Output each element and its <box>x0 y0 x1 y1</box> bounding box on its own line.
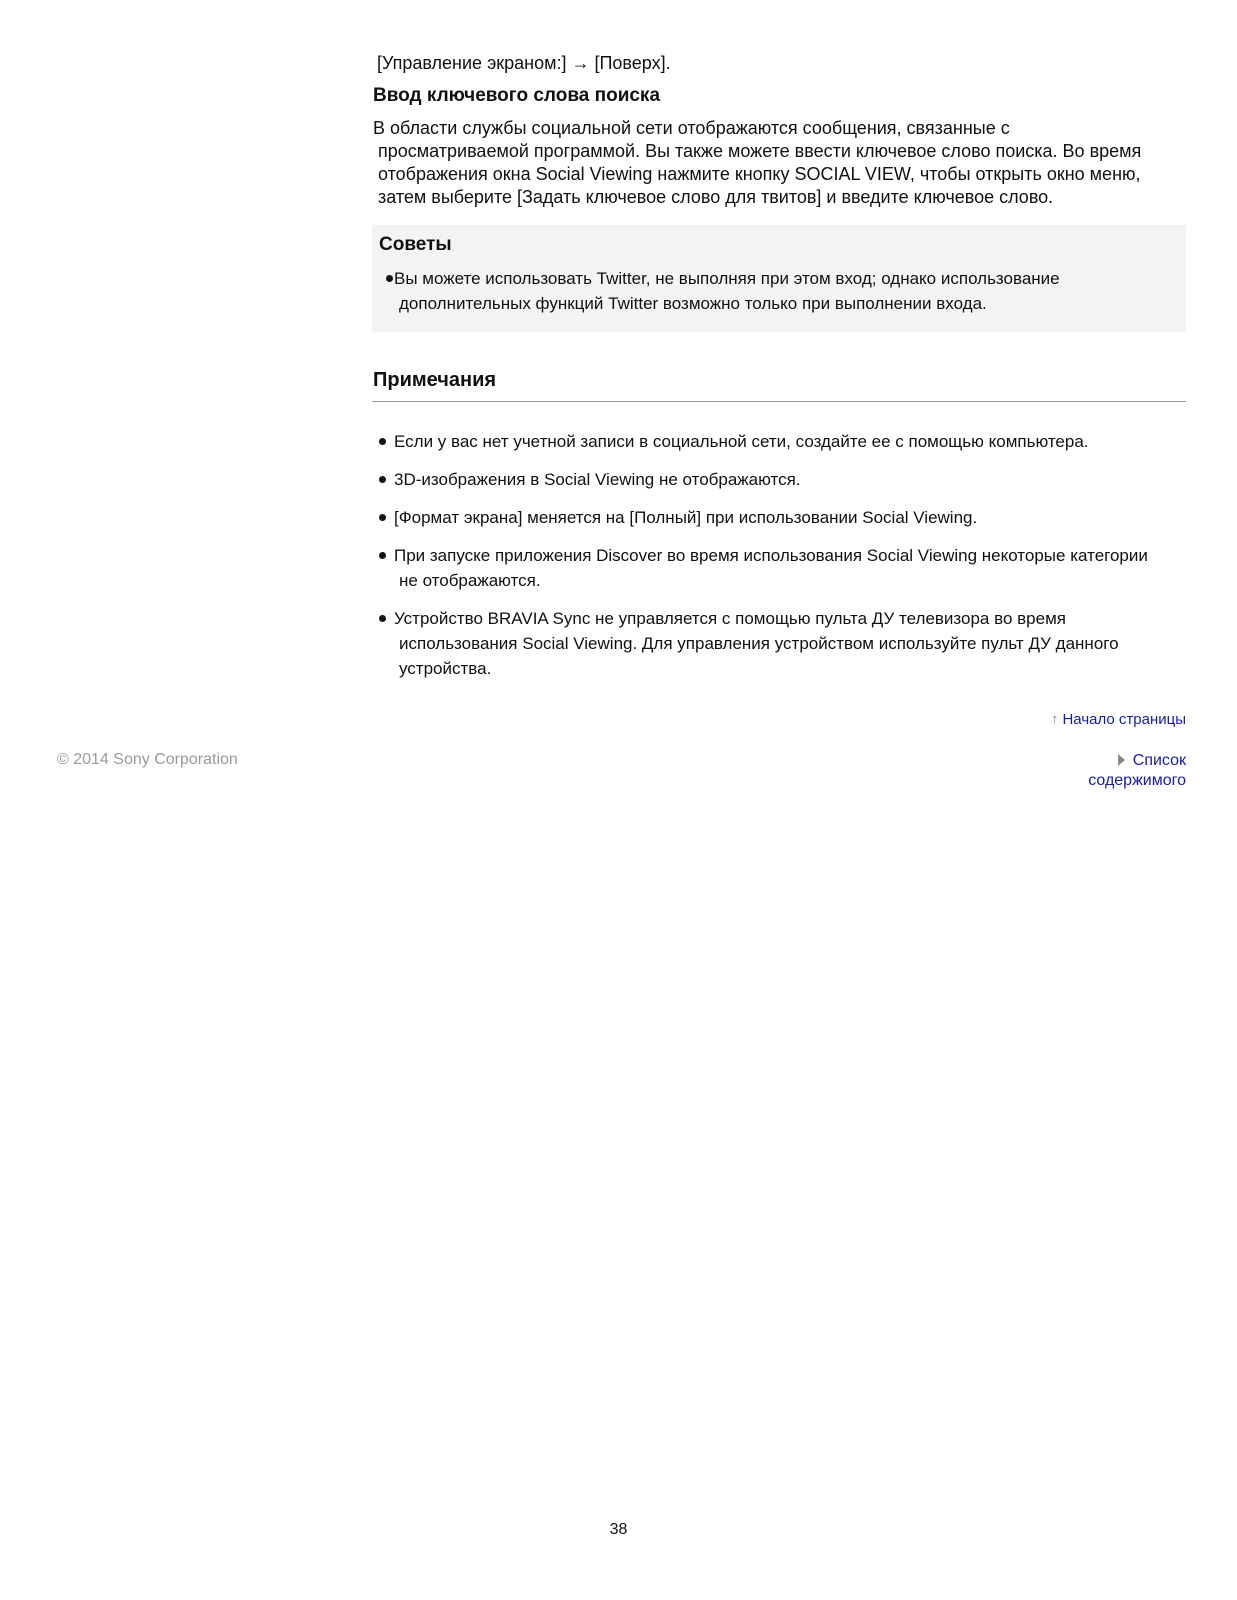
top-of-page-label: Начало страницы <box>1062 711 1186 728</box>
keyword-section-body <box>373 117 1185 209</box>
triangle-right-icon <box>1118 754 1125 766</box>
body-line: затем выберите [Задать ключевое слово для твитов] и введите ключевое слово. <box>378 187 1054 207</box>
body-line: просматриваемой программой. Вы также можете ввести ключевое слово поиска. Во время <box>378 141 1142 161</box>
body-line: отображения окна Social Viewing нажмите кнопку SOCIAL VIEW, чтобы открыть окно меню, <box>378 164 1141 184</box>
tips-title: Советы <box>379 234 452 255</box>
note-line: [Формат экрана] меняется на [Полный] при использовании Social Viewing. <box>394 508 978 527</box>
bullet-icon <box>379 476 386 483</box>
bullet-icon <box>386 275 393 282</box>
bullet-icon <box>379 615 386 622</box>
arrow-up-icon: ↑ <box>1050 711 1059 728</box>
note-item <box>379 606 1119 681</box>
copyright: © 2014 Sony Corporation <box>57 751 238 768</box>
tips-box <box>372 225 1186 332</box>
bullet-icon <box>379 438 386 445</box>
body-line: В области службы социальной сети отображаются сообщения, связанные с <box>373 118 1010 138</box>
intro-line: [Управление экраном:] → [Поверх]. <box>377 53 671 73</box>
keyword-section-heading: Ввод ключевого слова поиска <box>373 85 661 106</box>
note-line: устройства. <box>399 659 492 678</box>
note-line: При запуске приложения Discover во время использования Social Viewing некоторые категории <box>394 546 1148 565</box>
note-line: Если у вас нет учетной записи в социальной сети, создайте ее с помощью компьютера. <box>394 432 1089 451</box>
note-line: не отображаются. <box>399 571 541 590</box>
note-line: Устройство BRAVIA Sync не управляется с помощью пульта ДУ телевизора во время <box>394 609 1066 628</box>
notes-divider <box>372 401 1186 402</box>
tips-line: дополнительных функций Twitter возможно только при выполнении входа. <box>399 294 987 313</box>
toc-label-line2: содержимого <box>1088 772 1186 789</box>
tips-item <box>386 266 1060 316</box>
table-of-contents-link[interactable] <box>1088 751 1186 791</box>
note-item <box>379 467 801 492</box>
note-item <box>379 543 1148 593</box>
bullet-icon <box>379 514 386 521</box>
notes-heading: Примечания <box>373 369 497 391</box>
tips-line: Вы можете использовать Twitter, не выполняя при этом вход; однако использование <box>394 269 1060 288</box>
bullet-icon <box>379 552 386 559</box>
note-item <box>379 505 977 530</box>
note-line: 3D-изображения в Social Viewing не отображаются. <box>394 470 801 489</box>
top-of-page-link[interactable] <box>1051 711 1186 728</box>
toc-label-line1: Список <box>1132 752 1186 769</box>
page-number: 38 <box>609 1521 628 1538</box>
note-line: использования Social Viewing. Для управления устройством используйте пульт ДУ данного <box>399 634 1119 653</box>
note-item <box>379 429 1089 454</box>
